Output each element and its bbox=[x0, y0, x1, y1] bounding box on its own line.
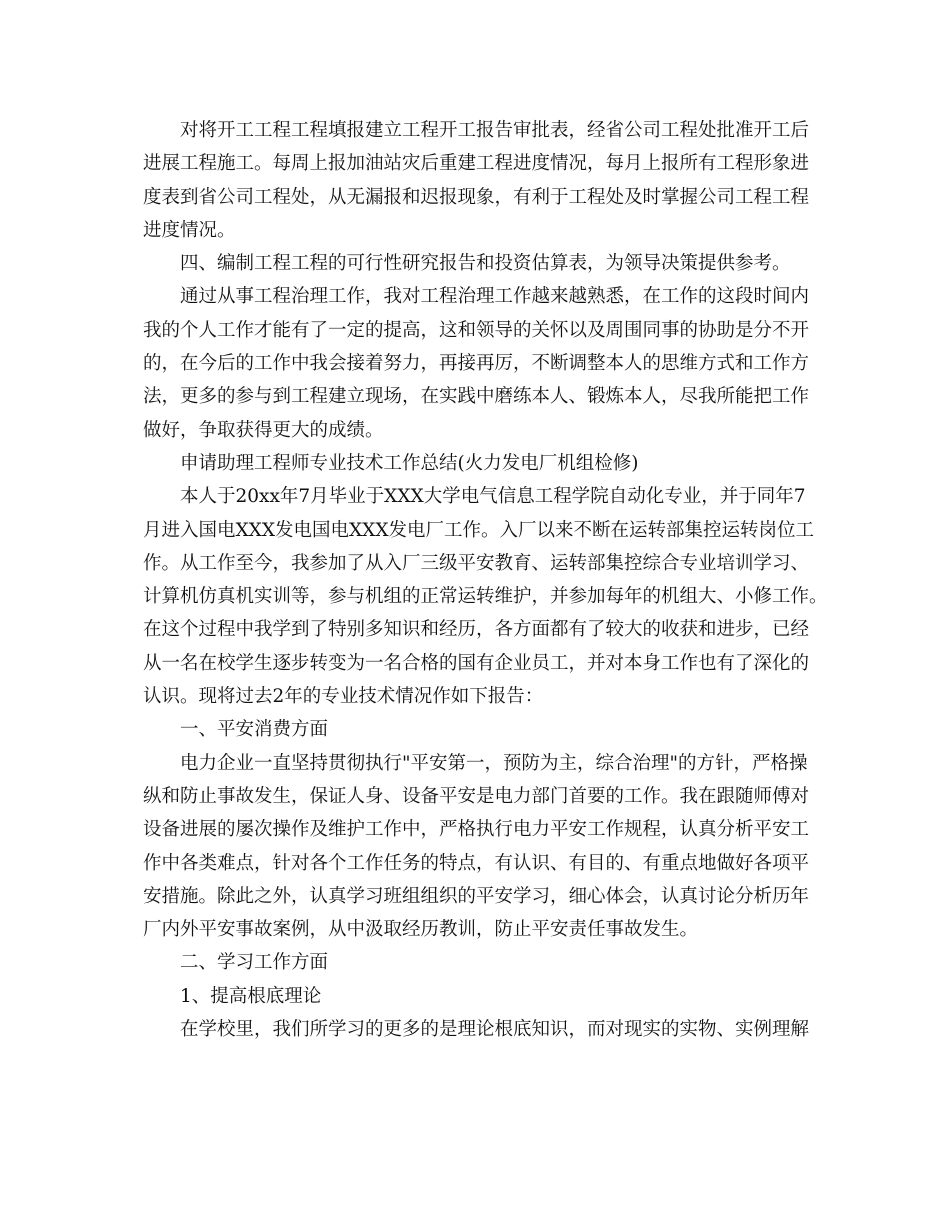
subsection-heading: 1、提高根底理论 bbox=[180, 985, 322, 1007]
paragraph-line: 法，更多的参与到工程建立现场，在实践中磨练本人、锻炼本人，尽我所能把工作 bbox=[143, 386, 810, 408]
paragraph-line: 纵和防止事故发生，保证人身、设备平安是电力部门首要的工作。我在跟随师傅对 bbox=[143, 785, 810, 807]
paragraph-line: 度表到省公司工程处，从无漏报和迟报现象，有利于工程处及时掌握公司工程工程 bbox=[143, 186, 810, 208]
paragraph-line: 作。从工作至今，我参加了从入厂三级平安教育、运转部集控综合专业培训学习、 bbox=[143, 552, 810, 574]
paragraph-line: 作中各类难点，针对各个工作任务的特点，有认识、有目的、有重点地做好各项平 bbox=[143, 852, 810, 874]
paragraph-line: 进度情况。 bbox=[143, 219, 236, 241]
paragraph-line: 设备进展的屡次操作及维护工作中，严格执行电力平安工作规程，认真分析平安工 bbox=[143, 819, 810, 841]
paragraph-line: 安措施。除此之外，认真学习班组组织的平安学习，细心体会，认真讨论分析历年 bbox=[143, 885, 810, 907]
section-heading: 一、平安消费方面 bbox=[180, 719, 329, 741]
paragraph-line: 的，在今后的工作中我会接着努力，再接再厉，不断调整本人的思维方式和工作方 bbox=[143, 353, 810, 375]
paragraph-line: 进展工程施工。每周上报加油站灾后重建工程进度情况，每月上报所有工程形象进 bbox=[143, 153, 810, 175]
paragraph-line: 在学校里，我们所学习的更多的是理论根底知识，而对现实的实物、实例理解 bbox=[180, 1019, 810, 1041]
document-title: 申请助理工程师专业技术工作总结(火力发电厂机组检修) bbox=[180, 452, 639, 474]
section-heading: 二、学习工作方面 bbox=[180, 952, 329, 974]
paragraph-line: 通过从事工程治理工作，我对工程治理工作越来越熟悉，在工作的这段时间内 bbox=[180, 286, 810, 308]
paragraph-line: 在这个过程中我学到了特别多知识和经历，各方面都有了较大的收获和进步，已经 bbox=[143, 619, 810, 641]
section-heading: 四、编制工程工程的可行性研究报告和投资估算表，为领导决策提供参考。 bbox=[180, 253, 791, 275]
paragraph-line: 认识。现将过去2年的专业技术情况作如下报告： bbox=[143, 686, 544, 708]
paragraph-line: 对将开工工程工程填报建立工程开工报告审批表，经省公司工程处批准开工后 bbox=[180, 120, 810, 141]
paragraph-line: 本人于20xx年7月毕业于XXX大学电气信息工程学院自动化专业，并于同年7 bbox=[180, 486, 806, 508]
paragraph-line: 做好，争取获得更大的成绩。 bbox=[143, 419, 384, 441]
paragraph-line: 月进入国电XXX发电国电XXX发电厂工作。入厂以来不断在运转部集控运转岗位工 bbox=[143, 519, 815, 541]
paragraph-line: 厂内外平安事故案例，从中汲取经历教训，防止平安责任事故发生。 bbox=[143, 919, 699, 941]
document-page bbox=[143, 114, 828, 1046]
paragraph-line: 从一名在校学生逐步转变为一名合格的国有企业员工，并对本身工作也有了深化的 bbox=[143, 652, 810, 674]
paragraph-line: 计算机仿真机实训等，参与机组的正常运转维护，并参加每年的机组大、小修工作。 bbox=[143, 586, 828, 608]
paragraph-line: 电力企业一直坚持贯彻执行"平安第一，预防为主，综合治理"的方针，严格操 bbox=[180, 752, 808, 774]
paragraph-line: 我的个人工作才能有了一定的提高，这和领导的关怀以及周围同事的协助是分不开 bbox=[143, 319, 810, 341]
